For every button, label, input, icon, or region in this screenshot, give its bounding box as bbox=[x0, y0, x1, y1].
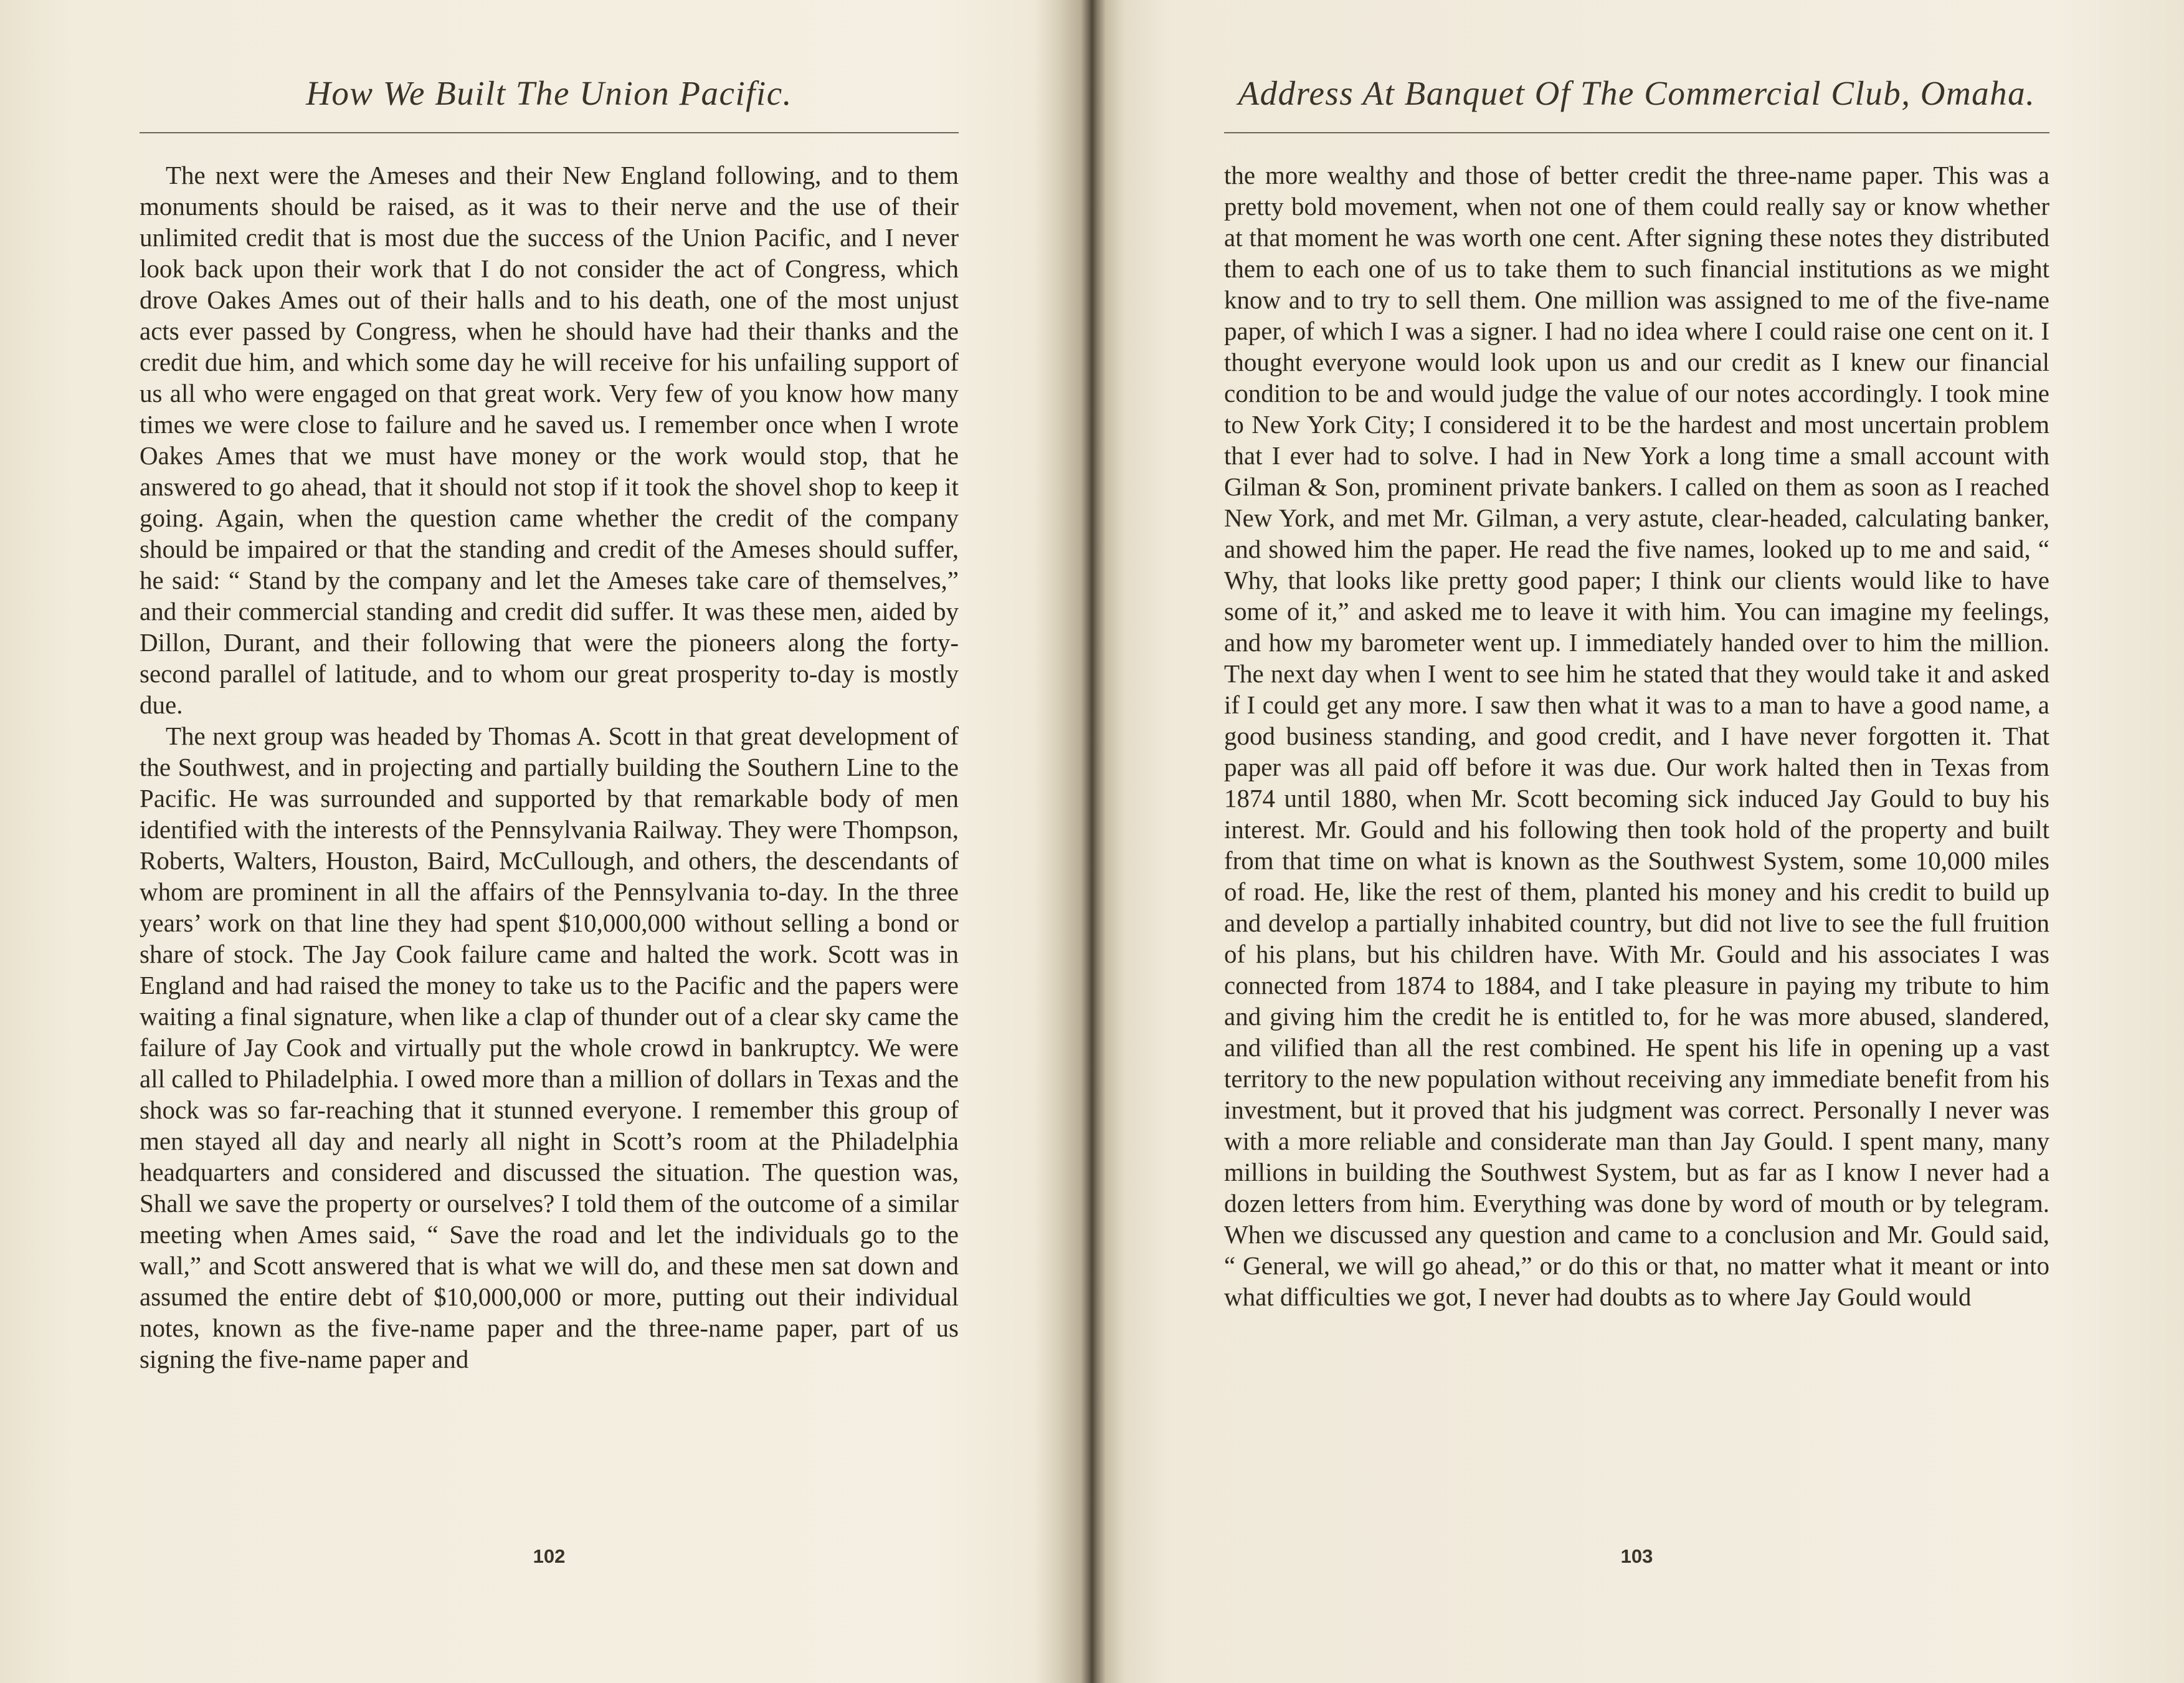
left-paragraph-1: The next were the Ameses and their New England following, and to them monuments should be raised, as it was to their nerve and the use of their unlimited credit that is most due the success of the Union Pacific, and I never look back upon their work that I do not consider the act of Congress, which drove Oakes Ames out of their halls and to his death, one of the most unjust acts ever passed by Congress, when he should have had their thanks and the credit due him, and which some day he will receive for his unfailing support of us all who were engaged on that great work. Very few of you know how many times we were close to failure and he saved us. I remember once when I wrote Oakes Ames that we must have money or the work would stop, that he answered to go ahead, that it should not stop if it took the shovel shop to keep it going. Again, when the question came whether the credit of the company should be impaired or that the standing and credit of the Ameses should suffer, he said: “ Stand by the company and let the Ameses take care of themselves,” and their commercial standing and credit did suffer. It was these men, aided by Dillon, Durant, and their following that were the pioneers along the forty-second parallel of latitude, and to whom our great prosperity to-day is mostly due. bbox=[140, 161, 959, 719]
right-header-rule bbox=[1224, 132, 2049, 133]
right-page-number: 103 bbox=[1620, 1545, 1653, 1567]
left-running-head: How We Built The Union Pacific. bbox=[306, 74, 792, 112]
left-header-rule bbox=[140, 132, 959, 133]
right-page bbox=[1096, 0, 2184, 1683]
left-page-number: 102 bbox=[533, 1545, 566, 1567]
left-page bbox=[0, 0, 1087, 1683]
right-running-head: Address At Banquet Of The Commercial Club, Omaha. bbox=[1238, 74, 2036, 112]
left-body-text bbox=[140, 160, 959, 1375]
right-paragraph-1: the more wealthy and those of better credit the three-name paper. This was a pretty bold movement, when not one of them could really say or know whether at that moment he was worth one cent. After signing these notes they distributed them to each one of us to take them to such financial institutions as we might know and to try to sell them. One million was assigned to me of the five-name paper, of which I was a signer. I had no idea where I could raise one cent on it. I thought everyone would look upon us and our credit as I knew our financial condition to be and would judge the value of our notes accordingly. I took mine to New York City; I considered it to be the hardest and most uncertain problem that I ever had to solve. I had in New York a long time a small account with Gilman & Son, prominent private bankers. I called on them as soon as I reached New York, and met Mr. Gilman, a very astute, clear-headed, calculating banker, and showed him the paper. He read the five names, looked up to me and said, “ Why, that looks like pretty good paper; I think our clients would like to have some of it,” and asked me to leave it with him. You can imagine my feelings, and how my barometer went up. I immediately handed over to him the million. The next day when I went to see him he stated that they would take it and asked if I could get any more. I saw then what it was to a man to have a good name, a good business standing, and good credit, and I have never forgotten it. That paper was all paid off before it was due. Our work halted then in Texas from 1874 until 1880, when Mr. Scott becoming sick induced Jay Gould to buy his interest. Mr. Gould and his following then took hold of the property and built from that time on what is known as the Southwest System, some 10,000 miles of road. He, like the rest of them, planted his money and his credit to build up and develop a partially inhabited country, but did not live to see the full fruition of his plans, but his children have. With Mr. Gould and his associates I was connected from 1874 to 1884, and I take pleasure in paying my tribute to him and giving him the credit he is entitled to, for he was more abused, slandered, and vilified than all the rest combined. He spent his life in opening up a vast territory to the new population without receiving any immediate benefit from his investment, but it proved that his judgment was correct. Personally I never was with a more reliable and considerate man than Jay Gould. I spent many, many millions in building the Southwest System, but as far as I know I never had a dozen letters from him. Everything was done by word of mouth or by telegram. When we discussed any question and came to a conclusion and Mr. Gould said, “ General, we will go ahead,” or do this or that, no matter what it meant or into what difficulties we got, I never had doubts as to where Jay Gould would bbox=[1224, 161, 2049, 1311]
right-body-text bbox=[1224, 160, 2049, 1312]
left-paragraph-2: The next group was headed by Thomas A. Scott in that great development of the Southwest, and in projecting and partially building the Southern Line to the Pacific. He was surrounded and supported by that remarkable body of men identified with the interests of the Pennsylvania Railway. They were Thompson, Roberts, Walters, Houston, Baird, McCullough, and others, the descendants of whom are prominent in all the affairs of the Pennsylvania to-day. In the three years’ work on that line they had spent $10,000,000 without selling a bond or share of stock. The Jay Cook failure came and halted the work. Scott was in England and had raised the money to take us to the Pacific and the papers were waiting a final signature, when like a clap of thunder out of a clear sky came the failure of Jay Cook and virtually put the whole crowd in bankruptcy. We were all called to Philadelphia. I owed more than a million of dollars in Texas and the shock was so far-reaching that it stunned everyone. I remember this group of men stayed all day and nearly all night in Scott’s room at the Philadelphia headquarters and considered and discussed the situation. The question was, Shall we save the property or ourselves? I told them of the outcome of a similar meeting when Ames said, “ Save the road and let the individuals go to the wall,” and Scott answered that is what we will do, and these men sat down and assumed the entire debt of $10,000,000 or more, putting out their individual notes, known as the five-name paper and the three-name paper, part of us signing the five-name paper and bbox=[140, 722, 959, 1373]
